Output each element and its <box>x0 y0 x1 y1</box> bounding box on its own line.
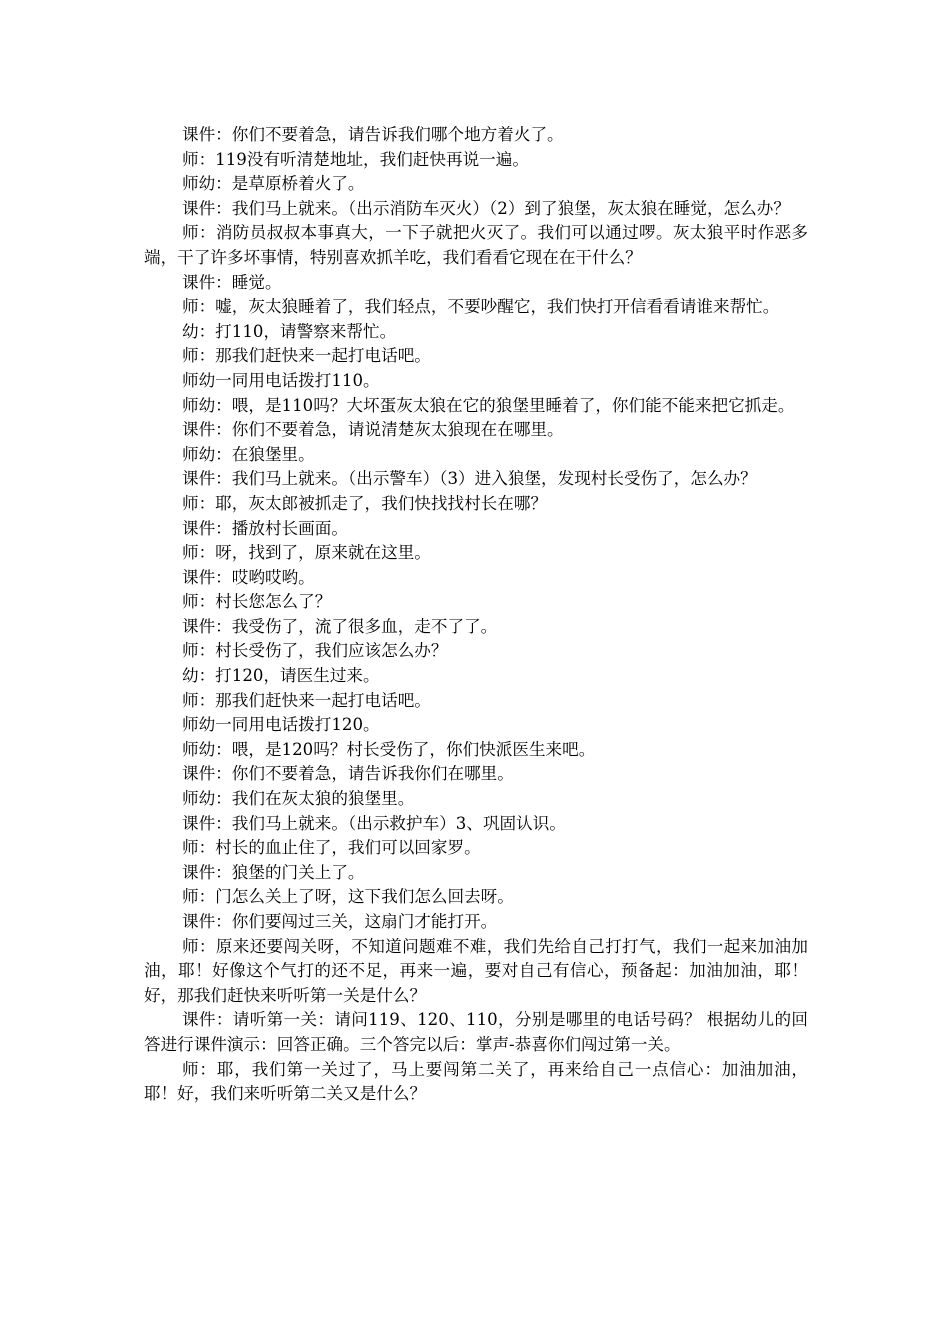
paragraph: 师：村长受伤了，我们应该怎么办？ <box>182 641 448 661</box>
paragraph: 师幼：在狼堡里。 <box>182 444 315 464</box>
paragraph: 课件：我们马上就来。（出示警车）（3）进入狼堡，发现村长受伤了，怎么办？ <box>182 469 757 489</box>
paragraph: 师幼：是草原桥着火了。 <box>182 174 365 194</box>
paragraph: 师幼一同用电话拨打120。 <box>182 715 380 735</box>
paragraph: 课件：狼堡的门关上了。 <box>182 862 365 882</box>
paragraph: 师：耶，我们第一关过了，马上要闯第二关了，再来给自己一点信心：加油加油，耶！好，我们来听听第二关又是什么？ <box>144 1059 808 1104</box>
paragraph: 课件：哎哟哎哟。 <box>182 567 315 587</box>
paragraph: 幼：打110，请警察来帮忙。 <box>182 321 397 341</box>
paragraph: 课件：睡觉。 <box>182 272 282 292</box>
paragraph: 师幼：我们在灰太狼的狼堡里。 <box>182 789 415 809</box>
paragraph: 师：门怎么关上了呀，这下我们怎么回去呀。 <box>182 887 514 907</box>
paragraph: 师幼：喂，是110吗？大坏蛋灰太狼在它的狼堡里睡着了，你们能不能来把它抓走。 <box>182 395 795 415</box>
paragraph: 课件：你们要闯过三关，这扇门才能打开。 <box>182 912 498 931</box>
paragraph: 课件：请听第一关：请问119、120、110，分别是哪里的电话号码？ 根据幼儿的回答进行课件演示：回答正确。三个答完以后：掌声-恭喜你们闯过第一关。 <box>144 1010 808 1054</box>
paragraph: 课件：你们不要着急，请告诉我你们在哪里。 <box>182 764 514 784</box>
document-body <box>144 123 808 1107</box>
paragraph: 师：村长的血止住了，我们可以回家罗。 <box>182 838 481 858</box>
paragraph: 师：那我们赶快来一起打电话吧。 <box>182 690 431 710</box>
paragraph: 课件：我们马上就来。（出示救护车）3、巩固认识。 <box>182 813 566 833</box>
paragraph: 师：119没有听清楚地址，我们赶快再说一遍。 <box>182 149 529 169</box>
paragraph: 师幼一同用电话拨打110。 <box>182 370 380 390</box>
paragraph: 课件：你们不要着急，请告诉我们哪个地方着火了。 <box>182 125 564 144</box>
paragraph: 课件：播放村长画面。 <box>182 518 348 538</box>
paragraph: 幼：打120，请医生过来。 <box>182 666 380 686</box>
paragraph: 课件：我们马上就来。（出示消防车灭火）（2）到了狼堡，灰太狼在睡觉，怎么办？ <box>182 198 790 218</box>
paragraph: 师：嘘，灰太狼睡着了，我们轻点，不要吵醒它，我们快打开信看看请谁来帮忙。 <box>182 297 780 317</box>
paragraph: 师：村长您怎么了？ <box>182 592 332 612</box>
paragraph: 课件：你们不要着急，请说清楚灰太狼现在在哪里。 <box>182 420 564 440</box>
paragraph: 师：原来还要闯关呀，不知道问题难不难，我们先给自己打打气，我们一起来加油加油，耶！好像这个气打的还不足，再来一遍，要对自己有信心，预备起：加油加油，耶！好，那我们赶快来听听第一关是什么？ <box>144 936 808 1005</box>
paragraph: 师：消防员叔叔本事真大，一下子就把火灭了。我们可以通过啰。灰太狼平时作恶多端，干了许多坏事情，特别喜欢抓羊吃，我们看看它现在在干什么？ <box>144 223 808 267</box>
paragraph: 师：那我们赶快来一起打电话吧。 <box>182 346 431 366</box>
paragraph: 师：呀，找到了，原来就在这里。 <box>182 543 431 563</box>
paragraph: 师幼：喂，是120吗？村长受伤了，你们快派医生来吧。 <box>182 739 596 759</box>
paragraph: 课件：我受伤了，流了很多血，走不了了。 <box>182 616 498 636</box>
paragraph: 师：耶，灰太郎被抓走了，我们快找找村长在哪？ <box>182 493 548 513</box>
